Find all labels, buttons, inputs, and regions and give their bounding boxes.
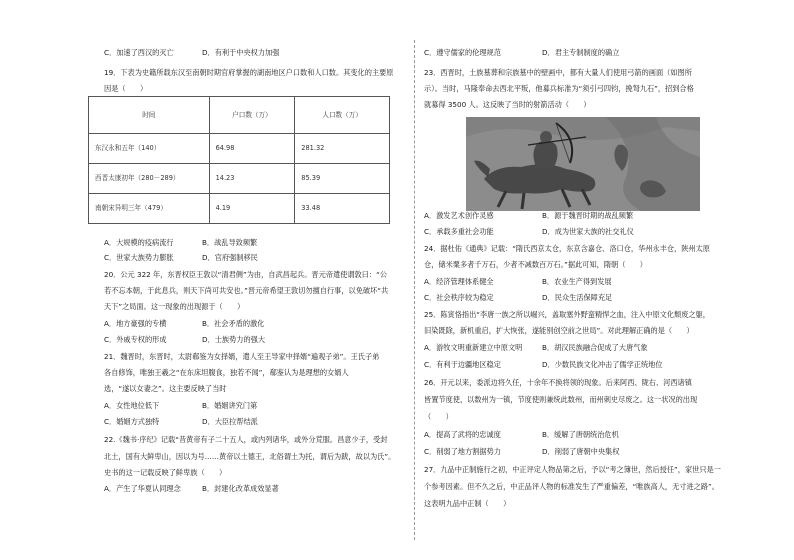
- q24-options-ab: [424, 276, 612, 287]
- q18-options: [104, 47, 279, 58]
- table-cell: 南朝宋异明三年（479）: [89, 194, 210, 224]
- table-header-cell: 时间: [89, 97, 210, 134]
- table-row: [89, 164, 390, 194]
- option-c: C．削弱了地方割据势力: [424, 447, 501, 456]
- option-a: A．地方豪强的专横: [104, 319, 167, 328]
- q27-line3: 这表明九品中正制（ ）: [424, 499, 511, 508]
- q22-line3: 史书的这一记载反映了鲜卑族（ ）: [104, 468, 227, 477]
- q26-line1: 26．开元以来，委派边将久任，十余年不换将领的现象。后来阿西、陇右、河西诸镇: [424, 378, 692, 387]
- option-c: C．世家大族势力膨胀: [104, 253, 174, 262]
- q20-line3: 天下”之局面。这一现象的出现源于（ ）: [104, 302, 245, 311]
- q21-line2: 各自修饰，唯独王羲之“在东床坦腹食，独若不闻”，郗鉴认为是理想的女婿人: [104, 368, 349, 377]
- option-c: C．承载多重社会功能: [424, 227, 494, 236]
- option-d: D．少数民族文化冲击了儒学正统地位: [542, 360, 663, 369]
- table-cell: 4.19: [209, 194, 295, 224]
- option-a: A．激发艺术创作灵感: [424, 211, 494, 220]
- q20-line1: 20．公元 322 年，东晋权臣王敦以“清君侧”为由，自武昌起兵。晋元帝遣使谓敦曰：“公: [104, 270, 387, 279]
- q21-options-cd: [104, 416, 258, 427]
- q27-line2: 个参考因素。但不久之后，中正品评人物的标准发生了严重偏差，“唯族高人，无寸进之路”。: [424, 482, 719, 491]
- option-b: B．战乱导致频繁: [202, 238, 258, 247]
- option-a: A．产生了华夏认同理念: [104, 484, 181, 493]
- option-c: C．社会秩序较为稳定: [424, 293, 494, 302]
- option-c: C．有利于边疆地区稳定: [424, 360, 501, 369]
- option-a: A．经济管理体系健全: [424, 277, 494, 286]
- q23-line2: 示）。当时，马隆奉命去西北平叛，他募兵标准为“须引弓四钧，挽弩九石”，招到合格: [424, 84, 694, 93]
- q19-options-ab: [104, 237, 257, 248]
- q23-options-ab: [424, 210, 633, 221]
- table-cell: 东汉永和五年（140）: [89, 134, 210, 164]
- option-d: D．大臣拉帮结派: [202, 417, 258, 426]
- option-d: D．官府强制移民: [202, 253, 258, 262]
- table-cell: 85.39: [295, 164, 390, 194]
- table-header-cell: 人口数（万）: [295, 97, 390, 134]
- q21-line3: 选，“遂以女妻之”。这主要反映了当时: [104, 384, 227, 393]
- table-cell: 14.23: [209, 164, 295, 194]
- q21-options-ab: [104, 400, 257, 411]
- option-b: B．源于魏晋时期的战乱频繁: [542, 211, 634, 220]
- q26-options-ab: [424, 429, 619, 440]
- option-d: D．民众生活保障充足: [542, 293, 613, 302]
- option-b: B．封建化改革成效显著: [202, 484, 279, 493]
- option-b: B．缓解了唐朝统治危机: [542, 430, 619, 439]
- option-d: D．削弱了唐朝中央集权: [542, 447, 620, 456]
- option-b: B．农业生产得到发展: [542, 277, 612, 286]
- q19-stem-line2: 因是（ ）: [104, 84, 148, 93]
- q22-line1: 22.《魏书·序纪》记载“昔黄帝有子二十五人，或内列诸华，或外分荒服。昌意少子，受封: [104, 435, 388, 444]
- q26-options-cd: [424, 446, 619, 457]
- population-table: [88, 96, 390, 224]
- q24-line2: 仓，储米粟多者千万石，少者不减数百万石。”据此可知，隋朝（ ）: [424, 260, 647, 269]
- table-cell: 33.48: [295, 194, 390, 224]
- q23-line1: 23．西晋时，土族墓葬和宗族墓中的壁画中，都有大量人们使用弓箭的画面（如图所: [424, 68, 692, 77]
- q27-line1: 27．九品中正制施行之初，中正评定人物品第之后，予以“考之簿世，然后授任”，家世只是一: [424, 465, 721, 474]
- option-a: A．女性地位低下: [104, 401, 160, 410]
- option-b: B．胡汉民族融合促成了大唐气象: [542, 343, 648, 352]
- q23-line3: 就募得 3500 人。这反映了当时的射箭活动（ ）: [424, 100, 591, 109]
- option-d: D．有利于中央权力加强: [202, 48, 280, 57]
- option-a: A．提高了武将的忠诚度: [424, 430, 501, 439]
- option-a: A．大规模的疫病流行: [104, 238, 174, 247]
- table-cell: 281.32: [295, 134, 390, 164]
- option-b: B．社会矛盾的激化: [202, 319, 265, 328]
- q25-options-cd: [424, 359, 663, 370]
- option-d: D．士族势力的强大: [202, 335, 266, 344]
- option-d: D．君主专制制度的确立: [542, 48, 620, 57]
- table-cell: 西晋太康初年（280－289）: [89, 164, 210, 194]
- q20-options-cd: [104, 334, 265, 345]
- q22-options-ab: [104, 483, 279, 494]
- table-row: [89, 134, 390, 164]
- q19-options-cd: [104, 252, 258, 263]
- option-c: C．加速了西汉的灭亡: [104, 48, 174, 57]
- mural-painting-image: [466, 117, 700, 211]
- q26-line2: 皆置节度使，以数州为一镇，节度使则兼统此数州，而州刺史尽废之。这一状况的出现: [424, 395, 698, 404]
- table-header-cell: 户口数（万）: [209, 97, 295, 134]
- option-c: C．外戚专权的形成: [104, 335, 167, 344]
- q21-line1: 21．魏晋时，东晋时，太尉郗鉴为女择婿，遣人至王导家中择婿“遍观子弟”。王氏子弟: [104, 352, 380, 361]
- table-row: [89, 194, 390, 224]
- option-b: B．婚姻讲究门第: [202, 401, 258, 410]
- option-c: C．婚姻方式独特: [104, 417, 160, 426]
- option-a: A．游牧文明重新建立中原文明: [424, 343, 523, 352]
- option-c: C．遵守儒家的伦理规范: [424, 48, 501, 57]
- option-d: D．成为世家大族的社交礼仪: [542, 227, 634, 236]
- q25-line2: 旧染既除，新机重启，扩大恢张，遂能别创空前之世局”。对此理解正确的是（ ）: [424, 326, 694, 335]
- q25-line1: 25．陈寅恪指出“李唐一族之所以崛兴，盖取塞外野蛮精悍之血，注入中原文化颓废之躯，: [424, 310, 710, 319]
- q25-options-ab: [424, 342, 648, 353]
- q20-line2: 若不忘本朝，于此息兵，则天下尚可共安也。”晋元帝希望王敦切勿擅自行事，以免破坏“共: [104, 286, 389, 295]
- column-divider: [414, 40, 415, 540]
- q20-options-ab: [104, 318, 264, 329]
- q24-options-cd: [424, 292, 612, 303]
- q22-options-cd: [424, 47, 619, 58]
- q24-line1: 24．据杜佑《通典》记载：“隋氏西京太仓，东京含嘉仓、洛口仓，华州永丰仓，陕州太原: [424, 244, 710, 253]
- q22-line2: 北土，国有大鲜卑山，因以为号……黄帝以土德王，北俗谓土为托，谓后为跋，故以为氏”。: [104, 452, 396, 461]
- table-header-row: [89, 97, 390, 134]
- table-cell: 64.98: [209, 134, 295, 164]
- archer-mural-icon: [466, 117, 700, 211]
- q26-line3: （ ）: [424, 412, 453, 421]
- q19-stem-line1: 19．下表为史籍所载东汉至南朝时期官府掌握的湖南地区户口数和人口数。其变化的主要原: [104, 68, 394, 77]
- q23-options-cd: [424, 226, 634, 237]
